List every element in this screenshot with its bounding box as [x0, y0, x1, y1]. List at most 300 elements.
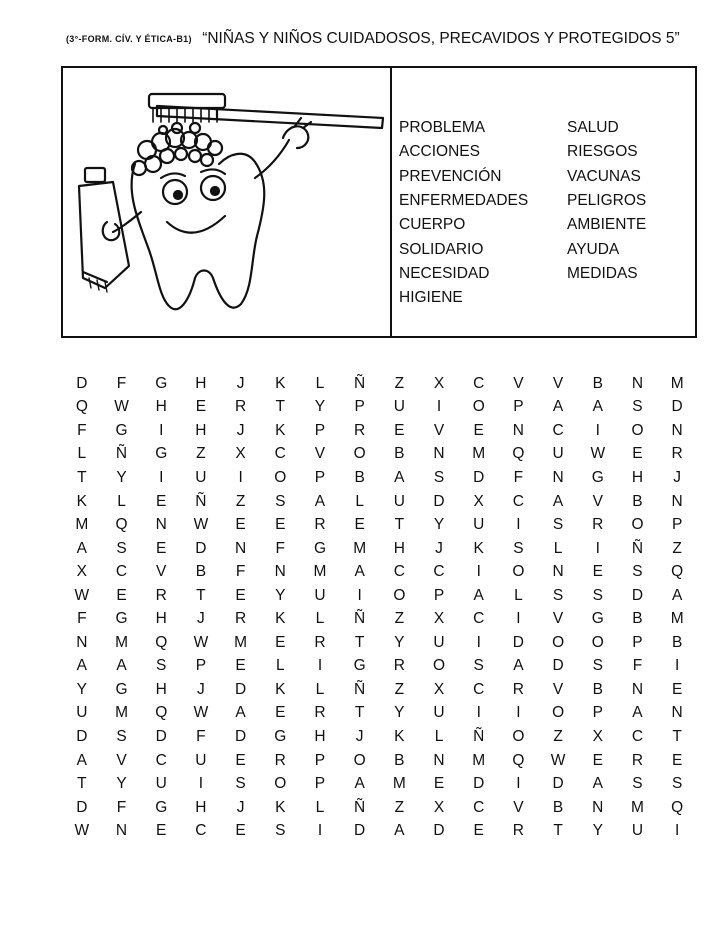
grid-letter[interactable]: C [631, 727, 644, 745]
grid-letter[interactable]: A [76, 657, 88, 675]
grid-letter[interactable]: S [592, 586, 603, 604]
grid-letter[interactable]: I [317, 822, 323, 840]
grid-letter[interactable]: E [156, 492, 167, 510]
grid-letter[interactable]: U [195, 468, 207, 486]
grid-letter[interactable]: X [592, 727, 603, 745]
grid-letter[interactable]: C [155, 751, 167, 769]
grid-letter[interactable]: I [198, 775, 204, 793]
grid-letter[interactable]: S [116, 539, 127, 557]
grid-letter[interactable]: S [552, 516, 564, 534]
grid-letter[interactable]: L [355, 492, 364, 510]
grid-letter[interactable]: R [631, 751, 644, 769]
grid-letter[interactable]: Q [671, 798, 684, 816]
grid-letter[interactable]: B [394, 445, 405, 463]
grid-letter[interactable]: Q [671, 563, 684, 581]
grid-letter[interactable]: S [275, 492, 286, 510]
grid-letter[interactable]: J [236, 374, 245, 392]
grid-letter[interactable]: Ñ [354, 610, 366, 628]
grid-letter[interactable]: I [516, 775, 521, 793]
grid-letter[interactable]: N [552, 563, 564, 581]
grid-letter[interactable]: O [512, 563, 525, 581]
grid-letter[interactable]: B [195, 563, 207, 581]
grid-letter[interactable]: S [632, 775, 643, 793]
grid-letter[interactable]: E [235, 516, 246, 534]
grid-letter[interactable]: P [314, 751, 326, 769]
grid-letter[interactable]: T [196, 586, 206, 604]
grid-letter[interactable]: T [553, 822, 563, 840]
grid-letter[interactable]: V [513, 374, 524, 392]
grid-letter[interactable]: H [195, 374, 207, 392]
grid-letter[interactable]: C [393, 563, 405, 581]
grid-letter[interactable]: N [512, 421, 524, 439]
grid-letter[interactable]: M [631, 798, 644, 816]
grid-letter[interactable]: U [393, 492, 405, 510]
grid-letter[interactable]: G [591, 468, 604, 486]
grid-letter[interactable]: F [235, 563, 246, 581]
grid-letter[interactable]: A [552, 492, 564, 510]
grid-letter[interactable]: R [512, 680, 524, 698]
grid-letter[interactable]: A [235, 704, 246, 722]
grid-letter[interactable]: R [314, 516, 326, 534]
grid-letter[interactable]: H [631, 468, 644, 486]
grid-letter[interactable]: H [155, 398, 167, 416]
grid-letter[interactable]: E [473, 822, 484, 840]
grid-letter[interactable]: Ñ [631, 539, 644, 557]
grid-letter[interactable]: S [592, 657, 603, 675]
grid-letter[interactable]: E [235, 751, 246, 769]
grid-letter[interactable]: L [117, 492, 126, 510]
grid-letter[interactable]: Y [592, 822, 603, 840]
grid-letter[interactable]: N [115, 822, 128, 840]
grid-letter[interactable]: B [632, 492, 643, 510]
grid-letter[interactable]: U [473, 516, 485, 534]
grid-letter[interactable]: E [671, 751, 683, 769]
grid-letter[interactable]: D [76, 727, 88, 745]
grid-letter[interactable]: R [354, 421, 366, 439]
grid-letter[interactable]: K [275, 421, 286, 439]
grid-letter[interactable]: U [433, 704, 445, 722]
grid-letter[interactable]: S [433, 468, 445, 486]
grid-letter[interactable]: Q [512, 751, 525, 769]
grid-letter[interactable]: L [315, 610, 325, 628]
grid-letter[interactable]: D [631, 586, 644, 604]
grid-letter[interactable]: X [433, 798, 445, 816]
grid-letter[interactable]: N [234, 539, 247, 557]
grid-letter[interactable]: X [76, 563, 88, 581]
grid-letter[interactable]: X [473, 492, 484, 510]
grid-letter[interactable]: W [193, 704, 209, 722]
grid-letter[interactable]: E [394, 421, 405, 439]
grid-letter[interactable]: A [394, 822, 405, 840]
grid-letter[interactable]: U [314, 586, 326, 604]
grid-letter[interactable]: W [114, 398, 129, 416]
grid-letter[interactable]: N [631, 374, 644, 392]
grid-letter[interactable]: P [195, 657, 207, 675]
grid-letter[interactable]: D [155, 727, 167, 745]
grid-letter[interactable]: I [476, 704, 481, 722]
grid-letter[interactable]: O [274, 775, 287, 793]
grid-letter[interactable]: E [275, 704, 286, 722]
grid-letter[interactable]: S [275, 822, 286, 840]
grid-letter[interactable]: L [315, 680, 325, 698]
grid-letter[interactable]: U [433, 633, 445, 651]
grid-letter[interactable]: G [115, 680, 128, 698]
grid-letter[interactable]: Y [76, 680, 88, 698]
grid-letter[interactable]: R [274, 751, 286, 769]
grid-letter[interactable]: K [275, 680, 286, 698]
grid-letter[interactable]: F [275, 539, 286, 557]
grid-letter[interactable]: M [472, 445, 486, 463]
grid-letter[interactable]: G [313, 539, 326, 557]
grid-letter[interactable]: R [234, 398, 247, 416]
grid-letter[interactable]: K [76, 492, 88, 510]
grid-letter[interactable]: W [74, 822, 90, 840]
grid-letter[interactable]: F [196, 727, 206, 745]
grid-letter[interactable]: C [473, 374, 485, 392]
grid-letter[interactable]: J [673, 468, 682, 486]
grid-letter[interactable]: E [592, 563, 603, 581]
grid-letter[interactable]: N [631, 680, 644, 698]
grid-letter[interactable]: O [552, 704, 565, 722]
grid-letter[interactable]: V [552, 374, 564, 392]
grid-letter[interactable]: I [436, 398, 442, 416]
grid-letter[interactable]: O [353, 751, 366, 769]
grid-letter[interactable]: D [354, 822, 366, 840]
grid-letter[interactable]: I [675, 657, 680, 675]
grid-letter[interactable]: I [675, 822, 680, 840]
grid-letter[interactable]: A [354, 775, 365, 793]
grid-letter[interactable]: Y [394, 633, 405, 651]
grid-letter[interactable]: G [115, 610, 128, 628]
grid-letter[interactable]: Z [553, 727, 563, 745]
grid-letter[interactable]: C [473, 798, 485, 816]
grid-letter[interactable]: I [516, 704, 521, 722]
grid-letter[interactable]: E [275, 516, 286, 534]
grid-letter[interactable]: J [236, 798, 245, 816]
grid-letter[interactable]: N [433, 445, 445, 463]
grid-letter[interactable]: N [671, 421, 683, 439]
grid-letter[interactable]: A [473, 586, 484, 604]
grid-letter[interactable]: L [434, 727, 444, 745]
grid-letter[interactable]: S [552, 586, 564, 604]
grid-letter[interactable]: C [552, 421, 564, 439]
grid-letter[interactable]: Ñ [473, 727, 485, 745]
grid-letter[interactable]: I [595, 539, 600, 557]
grid-letter[interactable]: R [671, 445, 683, 463]
grid-letter[interactable]: V [156, 563, 167, 581]
grid-letter[interactable]: Y [394, 704, 405, 722]
grid-letter[interactable]: A [76, 751, 88, 769]
grid-letter[interactable]: P [592, 704, 603, 722]
grid-letter[interactable]: E [195, 398, 207, 416]
grid-letter[interactable]: Y [433, 516, 445, 534]
grid-letter[interactable]: I [159, 421, 164, 439]
grid-letter[interactable]: E [116, 586, 127, 604]
grid-letter[interactable]: I [238, 468, 243, 486]
grid-letter[interactable]: W [193, 633, 209, 651]
grid-letter[interactable]: G [115, 421, 128, 439]
grid-letter[interactable]: N [592, 798, 604, 816]
grid-letter[interactable]: M [670, 610, 684, 628]
grid-letter[interactable]: O [472, 398, 485, 416]
grid-letter[interactable]: Ñ [195, 492, 207, 510]
grid-letter[interactable]: G [274, 727, 287, 745]
grid-letter[interactable]: L [553, 539, 563, 557]
grid-letter[interactable]: K [394, 727, 405, 745]
grid-letter[interactable]: B [632, 610, 643, 628]
grid-letter[interactable]: V [314, 445, 326, 463]
grid-letter[interactable]: A [354, 563, 365, 581]
grid-letter[interactable]: M [392, 775, 406, 793]
grid-letter[interactable]: A [552, 398, 564, 416]
grid-letter[interactable]: J [236, 421, 245, 439]
grid-letter[interactable]: N [433, 751, 445, 769]
grid-letter[interactable]: D [512, 633, 524, 651]
grid-letter[interactable]: O [591, 633, 604, 651]
grid-letter[interactable]: B [552, 798, 564, 816]
grid-letter[interactable]: P [513, 398, 524, 416]
grid-letter[interactable]: B [592, 680, 603, 698]
grid-letter[interactable]: D [433, 492, 445, 510]
grid-letter[interactable]: M [313, 563, 327, 581]
grid-letter[interactable]: D [552, 657, 564, 675]
grid-letter[interactable]: E [671, 680, 683, 698]
grid-letter[interactable]: C [274, 445, 286, 463]
grid-letter[interactable]: V [433, 421, 445, 439]
grid-letter[interactable]: N [155, 516, 167, 534]
grid-letter[interactable]: D [433, 822, 445, 840]
grid-letter[interactable]: U [393, 398, 405, 416]
grid-letter[interactable]: I [317, 657, 323, 675]
grid-letter[interactable]: G [155, 445, 168, 463]
grid-letter[interactable]: X [433, 610, 445, 628]
grid-letter[interactable]: Z [394, 798, 405, 816]
grid-letter[interactable]: O [631, 516, 644, 534]
grid-letter[interactable]: V [513, 798, 524, 816]
grid-letter[interactable]: V [592, 492, 603, 510]
grid-letter[interactable]: F [116, 798, 127, 816]
grid-letter[interactable]: Z [394, 374, 405, 392]
grid-letter[interactable]: A [671, 586, 683, 604]
grid-letter[interactable]: L [514, 586, 523, 604]
grid-letter[interactable]: I [516, 516, 521, 534]
grid-letter[interactable]: Ñ [354, 798, 366, 816]
grid-letter[interactable]: V [116, 751, 127, 769]
grid-letter[interactable]: P [314, 775, 326, 793]
grid-letter[interactable]: Q [512, 445, 525, 463]
grid-letter[interactable]: O [274, 468, 287, 486]
grid-letter[interactable]: R [314, 704, 326, 722]
grid-letter[interactable]: E [354, 516, 365, 534]
grid-letter[interactable]: W [590, 445, 606, 463]
grid-letter[interactable]: B [592, 374, 603, 392]
grid-letter[interactable]: J [197, 680, 205, 698]
grid-letter[interactable]: D [234, 680, 247, 698]
grid-letter[interactable]: E [235, 657, 246, 675]
grid-letter[interactable]: D [234, 727, 247, 745]
grid-letter[interactable]: J [355, 727, 364, 745]
grid-letter[interactable]: A [513, 657, 524, 675]
grid-letter[interactable]: K [275, 798, 286, 816]
grid-letter[interactable]: K [275, 374, 286, 392]
grid-letter[interactable]: R [314, 633, 326, 651]
grid-letter[interactable]: F [77, 421, 87, 439]
grid-letter[interactable]: P [632, 633, 643, 651]
grid-letter[interactable]: V [552, 610, 564, 628]
grid-letter[interactable]: C [433, 563, 445, 581]
grid-letter[interactable]: P [671, 516, 683, 534]
grid-letter[interactable]: S [116, 727, 127, 745]
grid-letter[interactable]: J [435, 539, 443, 557]
grid-letter[interactable]: N [76, 633, 88, 651]
grid-letter[interactable]: S [473, 657, 484, 675]
grid-letter[interactable]: R [234, 610, 247, 628]
grid-letter[interactable]: E [592, 751, 603, 769]
grid-letter[interactable]: O [433, 657, 446, 675]
grid-letter[interactable]: H [155, 680, 167, 698]
grid-letter[interactable]: L [315, 798, 325, 816]
grid-letter[interactable]: D [195, 539, 207, 557]
grid-letter[interactable]: Y [116, 775, 127, 793]
grid-letter[interactable]: C [473, 680, 485, 698]
grid-letter[interactable]: G [353, 657, 366, 675]
grid-letter[interactable]: T [77, 775, 87, 793]
grid-letter[interactable]: L [315, 374, 325, 392]
grid-letter[interactable]: C [115, 563, 128, 581]
grid-letter[interactable]: K [473, 539, 484, 557]
grid-letter[interactable]: I [516, 610, 521, 628]
grid-letter[interactable]: E [632, 445, 643, 463]
grid-letter[interactable]: N [274, 563, 286, 581]
grid-letter[interactable]: X [235, 445, 246, 463]
grid-letter[interactable]: H [195, 421, 207, 439]
grid-letter[interactable]: H [393, 539, 405, 557]
grid-letter[interactable]: M [670, 374, 684, 392]
grid-letter[interactable]: M [75, 516, 89, 534]
grid-letter[interactable]: K [275, 610, 286, 628]
grid-letter[interactable]: A [314, 492, 326, 510]
grid-letter[interactable]: B [354, 468, 365, 486]
grid-letter[interactable]: Y [314, 398, 326, 416]
grid-letter[interactable]: I [159, 468, 164, 486]
grid-letter[interactable]: W [550, 751, 566, 769]
grid-letter[interactable]: G [591, 610, 604, 628]
grid-letter[interactable]: M [472, 751, 486, 769]
grid-letter[interactable]: S [235, 775, 246, 793]
grid-letter[interactable]: Z [196, 445, 206, 463]
grid-letter[interactable]: P [433, 586, 445, 604]
grid-letter[interactable]: W [74, 586, 90, 604]
grid-letter[interactable]: Q [155, 633, 168, 651]
grid-letter[interactable]: E [235, 822, 246, 840]
grid-letter[interactable]: B [394, 751, 405, 769]
grid-letter[interactable]: T [354, 633, 365, 651]
grid-letter[interactable]: T [672, 727, 682, 745]
grid-letter[interactable]: F [513, 468, 524, 486]
grid-letter[interactable]: Z [672, 539, 682, 557]
grid-letter[interactable]: D [473, 775, 485, 793]
grid-letter[interactable]: S [513, 539, 524, 557]
grid-letter[interactable]: O [393, 586, 406, 604]
grid-letter[interactable]: E [473, 421, 484, 439]
grid-letter[interactable]: R [592, 516, 604, 534]
grid-letter[interactable]: B [671, 633, 683, 651]
grid-letter[interactable]: A [632, 704, 643, 722]
grid-letter[interactable]: E [433, 775, 445, 793]
grid-letter[interactable]: U [631, 822, 644, 840]
grid-letter[interactable]: Y [116, 468, 127, 486]
grid-letter[interactable]: D [552, 775, 564, 793]
grid-letter[interactable]: P [314, 421, 326, 439]
grid-letter[interactable]: D [76, 374, 88, 392]
grid-letter[interactable]: F [77, 610, 87, 628]
grid-letter[interactable]: T [77, 468, 87, 486]
grid-letter[interactable]: P [354, 398, 365, 416]
grid-letter[interactable]: R [155, 586, 167, 604]
grid-letter[interactable]: H [155, 610, 167, 628]
grid-letter[interactable]: A [76, 539, 88, 557]
grid-letter[interactable]: S [671, 775, 683, 793]
grid-letter[interactable]: Q [75, 398, 88, 416]
grid-letter[interactable]: W [193, 516, 209, 534]
grid-letter[interactable]: U [195, 751, 207, 769]
grid-letter[interactable]: E [156, 539, 167, 557]
grid-letter[interactable]: N [671, 704, 683, 722]
grid-letter[interactable]: O [512, 727, 525, 745]
grid-letter[interactable]: M [115, 704, 128, 722]
grid-letter[interactable]: U [76, 704, 88, 722]
grid-letter[interactable]: R [393, 657, 405, 675]
grid-letter[interactable]: G [155, 798, 168, 816]
grid-letter[interactable]: I [476, 633, 481, 651]
grid-letter[interactable]: Ñ [354, 680, 366, 698]
grid-letter[interactable]: I [595, 421, 600, 439]
grid-letter[interactable]: M [234, 633, 248, 651]
grid-letter[interactable]: G [155, 374, 168, 392]
grid-letter[interactable]: D [76, 798, 88, 816]
grid-letter[interactable]: Z [235, 492, 246, 510]
grid-letter[interactable]: L [275, 657, 285, 675]
grid-letter[interactable]: D [473, 468, 485, 486]
grid-letter[interactable]: R [512, 822, 524, 840]
grid-letter[interactable]: S [632, 563, 643, 581]
grid-letter[interactable]: Y [275, 586, 286, 604]
grid-letter[interactable]: M [115, 633, 128, 651]
grid-letter[interactable]: L [77, 445, 87, 463]
grid-letter[interactable]: I [476, 563, 481, 581]
grid-letter[interactable]: E [275, 633, 286, 651]
grid-letter[interactable]: M [353, 539, 367, 557]
grid-letter[interactable]: X [433, 680, 445, 698]
grid-letter[interactable]: J [197, 610, 205, 628]
grid-letter[interactable]: I [357, 586, 362, 604]
grid-letter[interactable]: N [552, 468, 564, 486]
grid-letter[interactable]: E [235, 586, 246, 604]
grid-letter[interactable]: X [433, 374, 445, 392]
grid-letter[interactable]: S [632, 398, 643, 416]
grid-letter[interactable]: O [631, 421, 644, 439]
grid-letter[interactable]: T [394, 516, 405, 534]
grid-letter[interactable]: H [195, 798, 207, 816]
grid-letter[interactable]: Q [115, 516, 128, 534]
grid-letter[interactable]: D [671, 398, 683, 416]
grid-letter[interactable]: Z [394, 680, 405, 698]
grid-letter[interactable]: Z [394, 610, 405, 628]
grid-letter[interactable]: A [394, 468, 405, 486]
grid-letter[interactable]: A [592, 775, 603, 793]
grid-letter[interactable]: N [671, 492, 683, 510]
grid-letter[interactable]: U [552, 445, 564, 463]
